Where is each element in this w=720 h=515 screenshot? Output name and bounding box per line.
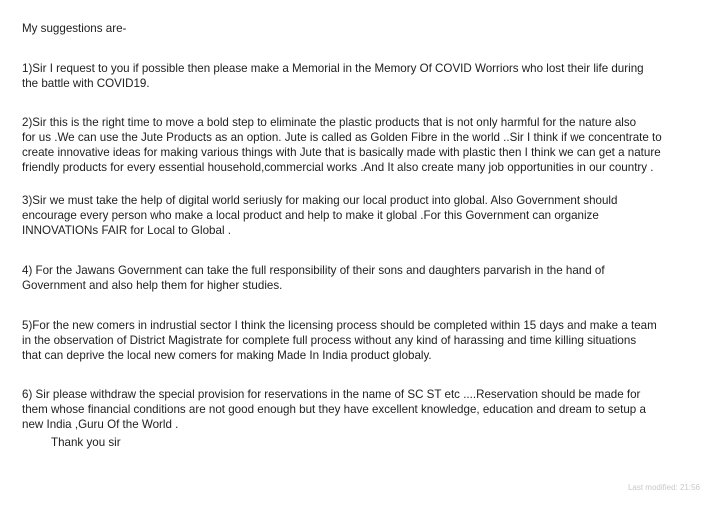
suggestion-2-line-4: friendly products for every essential household,commercial works .And It also create many job opportunities in our country .: [22, 161, 654, 174]
suggestion-1-line-2: the battle with COVID19.: [22, 77, 150, 90]
suggestion-2-line-1: 2)Sir this is the right time to move a bold step to eliminate the plastic products that is not only harmful for the nature also: [22, 116, 637, 129]
suggestion-6-line-2: them whose financial conditions are not good enough but they have excellent knowledge, education and dream to setup a: [22, 403, 646, 416]
suggestion-3-line-2: encourage every person who make a local product and help to make it global .For this Government can organize: [22, 209, 599, 222]
suggestion-3-line-1: 3)Sir we must take the help of digital world seriusly for making our local product into global. Also Government should: [22, 194, 618, 207]
suggestion-2-line-2: for us .We can use the Jute Products as an option. Jute is called as Golden Fibre in the world ..Sir I think if we concentrate to: [22, 131, 662, 144]
suggestion-1-line-1: 1)Sir I request to you if possible then please make a Memorial in the Memory Of COVID Worriors who lost their life during: [22, 62, 644, 75]
suggestion-4-line-1: 4) For the Jawans Government can take the full responsibility of their sons and daughters parvarish in the hand of: [22, 264, 605, 277]
suggestion-6-line-3: new India ,Guru Of the World .: [22, 418, 179, 431]
suggestion-5-line-1: 5)For the new comers in indrustial sector I think the licensing process should be completed within 15 days and make a team: [22, 319, 657, 332]
note-closing: Thank you sir: [51, 436, 121, 449]
suggestion-3-line-3: INNOVATIONs FAIR for Local to Global .: [22, 224, 231, 237]
suggestion-5-line-2: in the observation of District Magistrate for complete full process without any kind of harassing and time killing situations: [22, 334, 637, 347]
note-intro: My suggestions are-: [22, 22, 127, 35]
suggestion-5-line-3: that can deprive the local new comers for making Made In India product globaly.: [22, 349, 432, 362]
suggestion-2-line-3: create innovative ideas for making various things with Jute that is basically made with plastic then I think we can get a nature: [22, 146, 661, 159]
last-modified-label: Last modified: 21:56: [627, 483, 700, 492]
suggestion-6-line-1: 6) Sir please withdraw the special provision for reservations in the name of SC ST etc ....Reservation should be made for: [22, 388, 641, 401]
suggestion-4-line-2: Government and also help them for higher studies.: [22, 279, 283, 292]
